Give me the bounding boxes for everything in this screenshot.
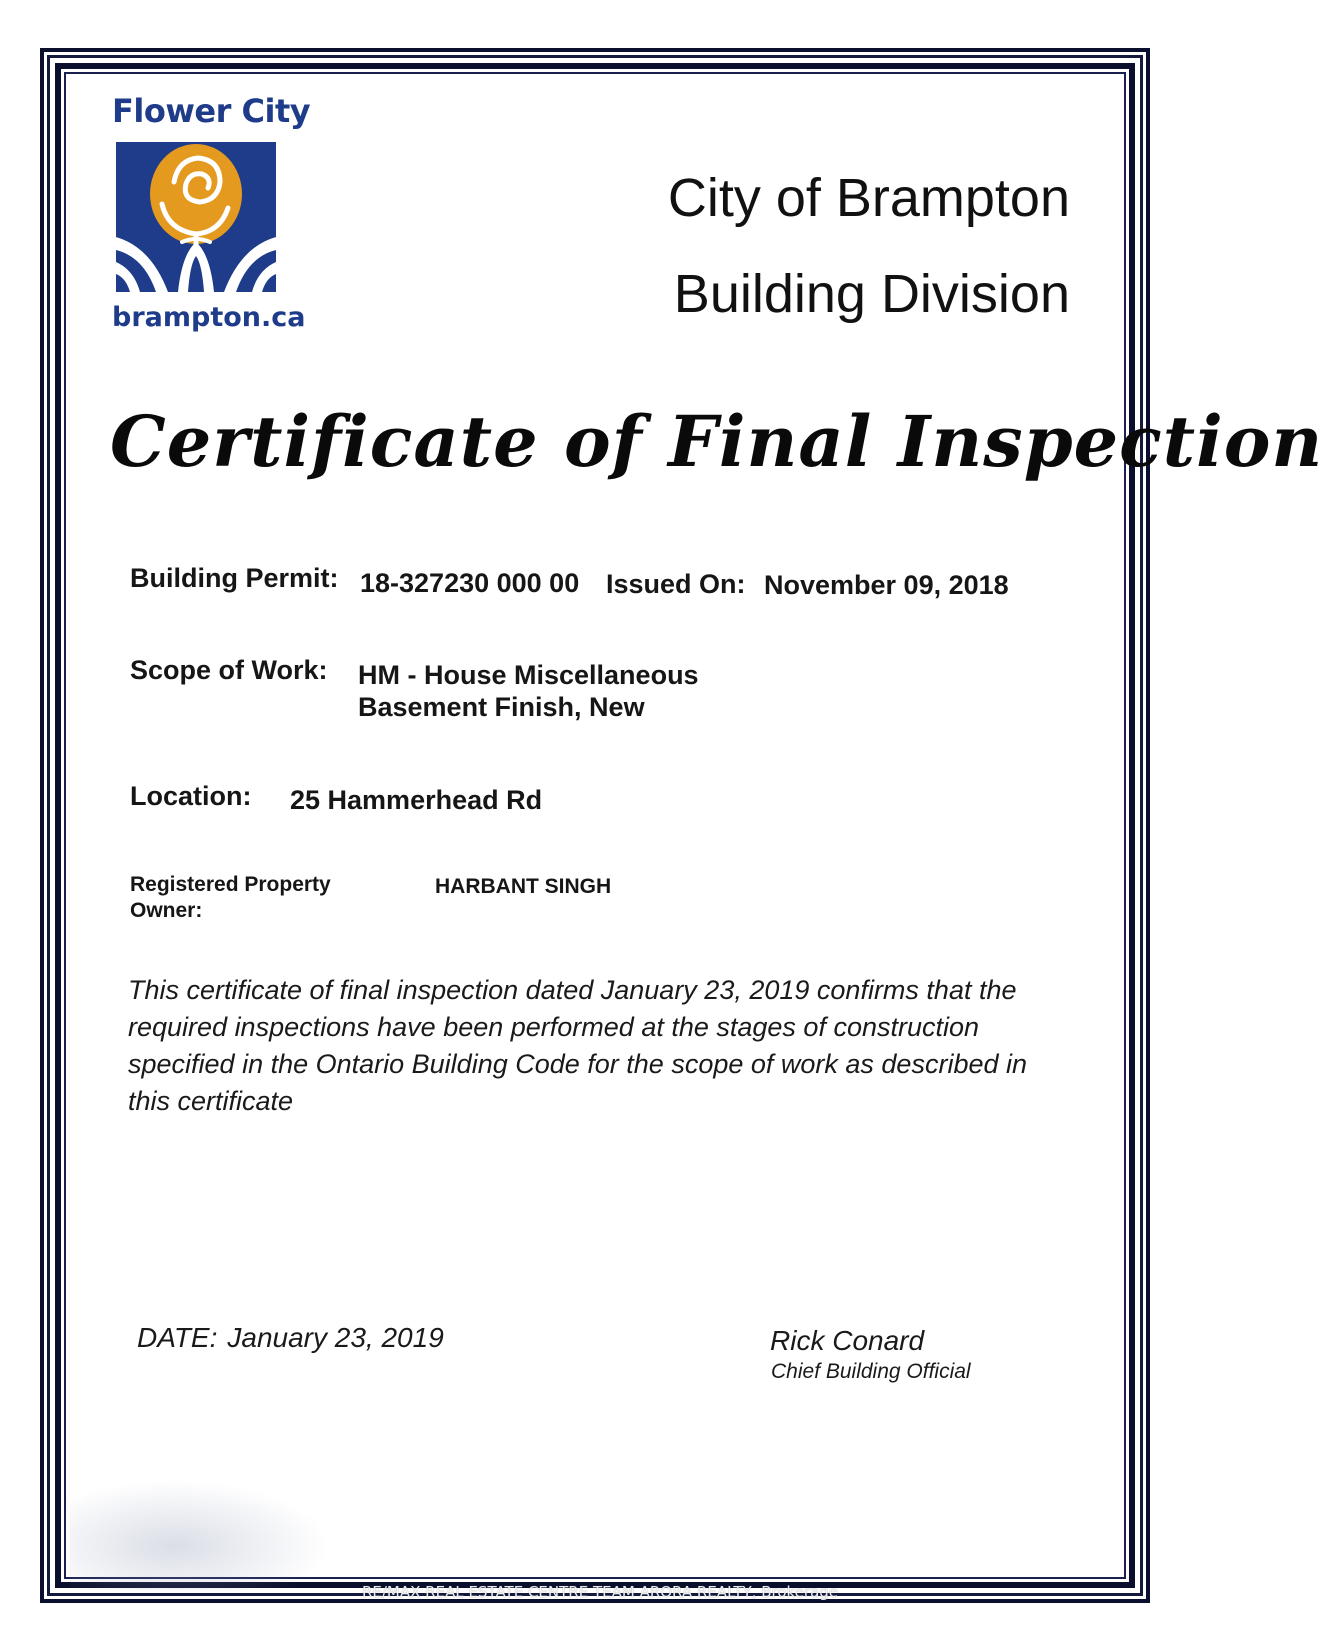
issued-on-label: Issued On: <box>606 569 746 599</box>
issued-on-date: November 09, 2018 <box>764 570 1009 600</box>
owner-name: HARBANT SINGH <box>435 875 612 898</box>
signer-name: Rick Conard <box>770 1325 925 1356</box>
scope-label: Scope of Work: <box>130 655 328 685</box>
location-value: 25 Hammerhead Rd <box>290 785 543 815</box>
scan-smudge <box>70 1480 330 1590</box>
logo-bottom-text: brampton.ca <box>112 302 306 333</box>
owner-label <box>130 872 331 924</box>
logo-top-text: Flower City <box>112 92 311 130</box>
date-label: DATE: <box>137 1322 218 1353</box>
brampton-logo <box>112 92 311 352</box>
issuer-division: Building Division <box>673 264 1070 324</box>
brokerage-watermark: RE/MAX REAL ESTATE CENTRE TEAM ARORA REALTY, Brokerage <box>361 1583 839 1601</box>
certificate-date <box>137 1322 444 1354</box>
certificate-title: Certificate of Final Inspection <box>110 400 1323 483</box>
permit-number: 18-327230 000 00 <box>360 568 580 598</box>
certificate-statement: This certificate of final inspection dated January 23, 2019 confirms that the required inspections have been performed at the stages of construction specified in the Ontario Building Code for the scope of work as described in this certificate <box>128 975 1028 1116</box>
scope-line-1: HM - House Miscellaneous <box>358 660 699 690</box>
owner-label-line-2: Owner: <box>130 899 203 922</box>
issuer-heading <box>600 150 1070 342</box>
permit-label: Building Permit: <box>130 563 339 593</box>
date-value: January 23, 2019 <box>227 1322 444 1353</box>
issuer-city: City of Brampton <box>667 168 1070 228</box>
location-label: Location: <box>130 781 252 811</box>
scope-line-2: Basement Finish, New <box>358 692 645 722</box>
signer-title: Chief Building Official <box>771 1360 971 1383</box>
owner-label-line-1: Registered Property <box>130 873 331 896</box>
flower-logo-icon <box>116 142 276 292</box>
